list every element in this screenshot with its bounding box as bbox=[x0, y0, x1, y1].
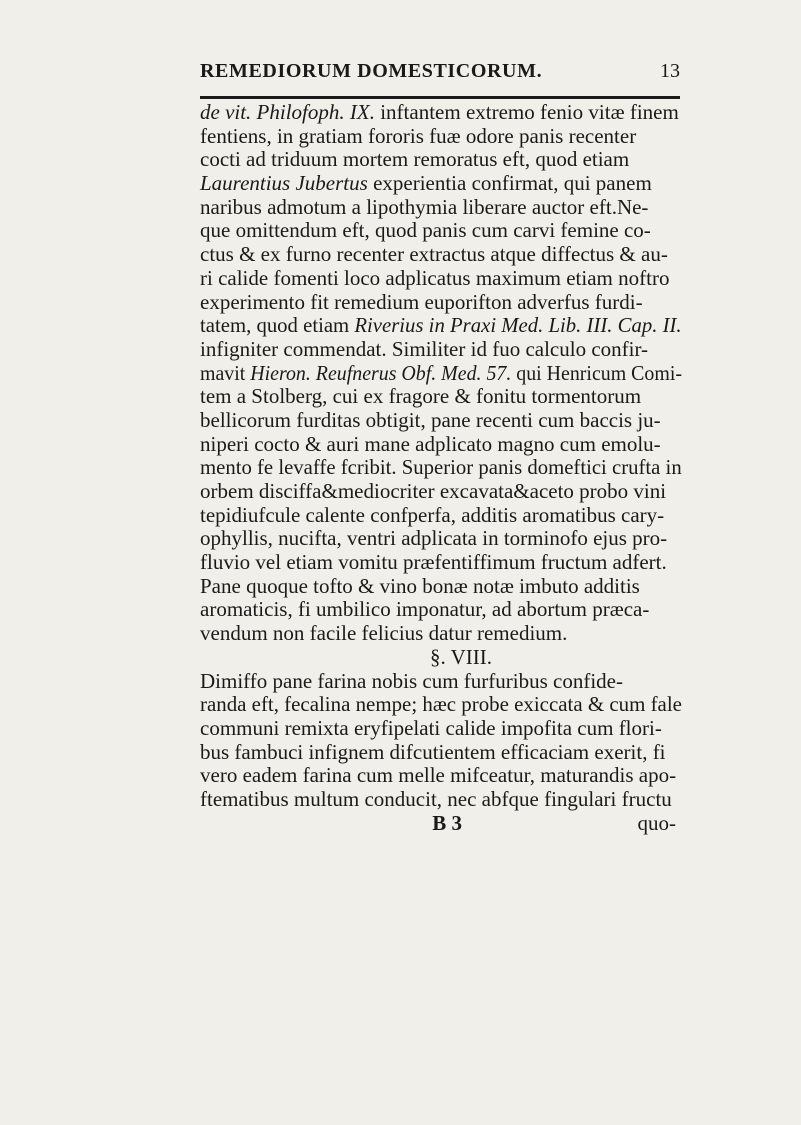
text-line bbox=[200, 172, 682, 196]
text-line bbox=[200, 455, 682, 480]
text-run: vendum non facile felicius datur remedium. bbox=[200, 621, 568, 646]
text-line bbox=[200, 670, 682, 694]
italic-citation: Hieron. Reufnerus Obf. Med. 57. bbox=[250, 360, 512, 385]
running-head: REMEDIORUM DOMESTICORUM. bbox=[200, 60, 543, 82]
paragraph-2 bbox=[200, 670, 682, 812]
text-line bbox=[200, 385, 682, 409]
header-rule bbox=[200, 96, 680, 99]
page-header bbox=[200, 60, 680, 90]
text-run: mavit bbox=[200, 360, 251, 385]
text-line bbox=[200, 527, 682, 551]
body-text bbox=[200, 101, 682, 835]
text-run: naribus admotum a lipothymia liberare auctor eft.Ne- bbox=[200, 194, 649, 219]
footer-line bbox=[200, 812, 682, 836]
text-line bbox=[200, 575, 682, 599]
text-line bbox=[200, 338, 682, 362]
text-run: Dimiffo pane farina nobis cum furfuribus confide- bbox=[200, 668, 623, 693]
text-run: Pane quoque tofto & vino bonæ notæ imbuto additis bbox=[200, 573, 640, 598]
page-number: 13 bbox=[660, 60, 680, 82]
text-line bbox=[200, 741, 682, 765]
section-heading: §. VIII. bbox=[429, 644, 492, 669]
text-run: cocti ad triduum mortem remoratus eft, quod etiam bbox=[200, 147, 630, 172]
text-run: orbem disciffa&mediocriter excavata&aceto probo vini bbox=[200, 479, 667, 503]
text-line bbox=[200, 598, 682, 622]
text-run: ophyllis, nucifta, ventri adplicata in torminofo ejus pro- bbox=[200, 526, 668, 551]
text-line bbox=[200, 764, 682, 788]
text-run: bus fambuci infignem difcutientem efficaciam exerit, fi bbox=[200, 739, 666, 764]
text-line bbox=[200, 551, 682, 575]
text-line bbox=[200, 504, 682, 528]
text-line bbox=[200, 313, 682, 338]
text-run: ri calide fomenti loco adplicatus maximum etiam noftro bbox=[200, 265, 670, 290]
text-run: infigniter commendat. Similiter id fuo calculo confir- bbox=[200, 336, 649, 361]
text-run: bellicorum furditas obtigit, pane recenti cum baccis ju- bbox=[200, 407, 661, 432]
text-line bbox=[200, 788, 682, 812]
text-line bbox=[200, 243, 682, 267]
text-run: randa eft, fecalina nempe; hæc probe exiccata & cum fale bbox=[200, 692, 682, 717]
text-run: mento fe levaffe fcribit. Superior panis domeftici crufta in bbox=[200, 455, 682, 480]
text-line bbox=[200, 360, 682, 386]
text-line bbox=[200, 219, 682, 243]
text-line bbox=[200, 101, 682, 125]
catchword: quo- bbox=[637, 810, 676, 835]
text-run: fentiens, in gratiam fororis fuæ odore panis recenter bbox=[200, 123, 637, 148]
text-run: communi remixta eryfipelati calide impofita cum flori- bbox=[200, 715, 662, 740]
paragraph-1 bbox=[200, 101, 682, 646]
text-run: vero eadem farina cum melle mifceatur, maturandis apo- bbox=[200, 763, 677, 788]
text-line bbox=[200, 693, 680, 717]
text-line bbox=[200, 291, 682, 315]
text-line bbox=[200, 196, 682, 220]
text-line bbox=[200, 717, 682, 741]
text-line bbox=[200, 622, 682, 646]
text-run: que omittendum eft, quod panis cum carvi femine co- bbox=[200, 218, 651, 243]
text-run: aromaticis, fi umbilico imponatur, ad abortum præca- bbox=[200, 597, 650, 622]
italic-citation: Riverius in Praxi Med. Lib. III. Cap. II. bbox=[354, 313, 682, 338]
text-run: qui Henricum Comi- bbox=[511, 360, 682, 385]
text-run: tatem, quod etiam bbox=[200, 313, 355, 338]
text-run: tepidiufcule calente confperfa, additis aromatibus cary- bbox=[200, 502, 665, 527]
text-run: ctus & ex furno recenter extractus atque diffectus & au- bbox=[200, 242, 668, 267]
text-line bbox=[200, 267, 682, 291]
text-line bbox=[200, 148, 682, 172]
italic-citation: Laurentius Jubertus bbox=[200, 171, 368, 196]
text-line bbox=[200, 433, 682, 457]
text-line bbox=[200, 409, 682, 433]
text-line bbox=[200, 125, 682, 149]
text-run: experientia confirmat, qui panem bbox=[367, 171, 652, 196]
text-run: niperi cocto & auri mane adplicato magno cum emolu- bbox=[200, 431, 661, 456]
text-run: experimento fit remedium euporifton adverfus furdi- bbox=[200, 289, 643, 314]
text-line bbox=[200, 480, 682, 504]
text-run: inftantem extremo fenio vitæ finem bbox=[374, 100, 679, 124]
italic-citation: de vit. Philofoph. IX. bbox=[200, 100, 375, 124]
signature-mark: B 3 bbox=[432, 810, 462, 835]
text-run: fluvio vel etiam vomitu præfentiffimum fructum adfert. bbox=[200, 550, 667, 575]
text-run: ftematibus multum conducit, nec abfque fingulari fructu bbox=[200, 786, 672, 811]
text-run: tem a Stolberg, cui ex fragore & fonitu tormentorum bbox=[200, 384, 642, 409]
